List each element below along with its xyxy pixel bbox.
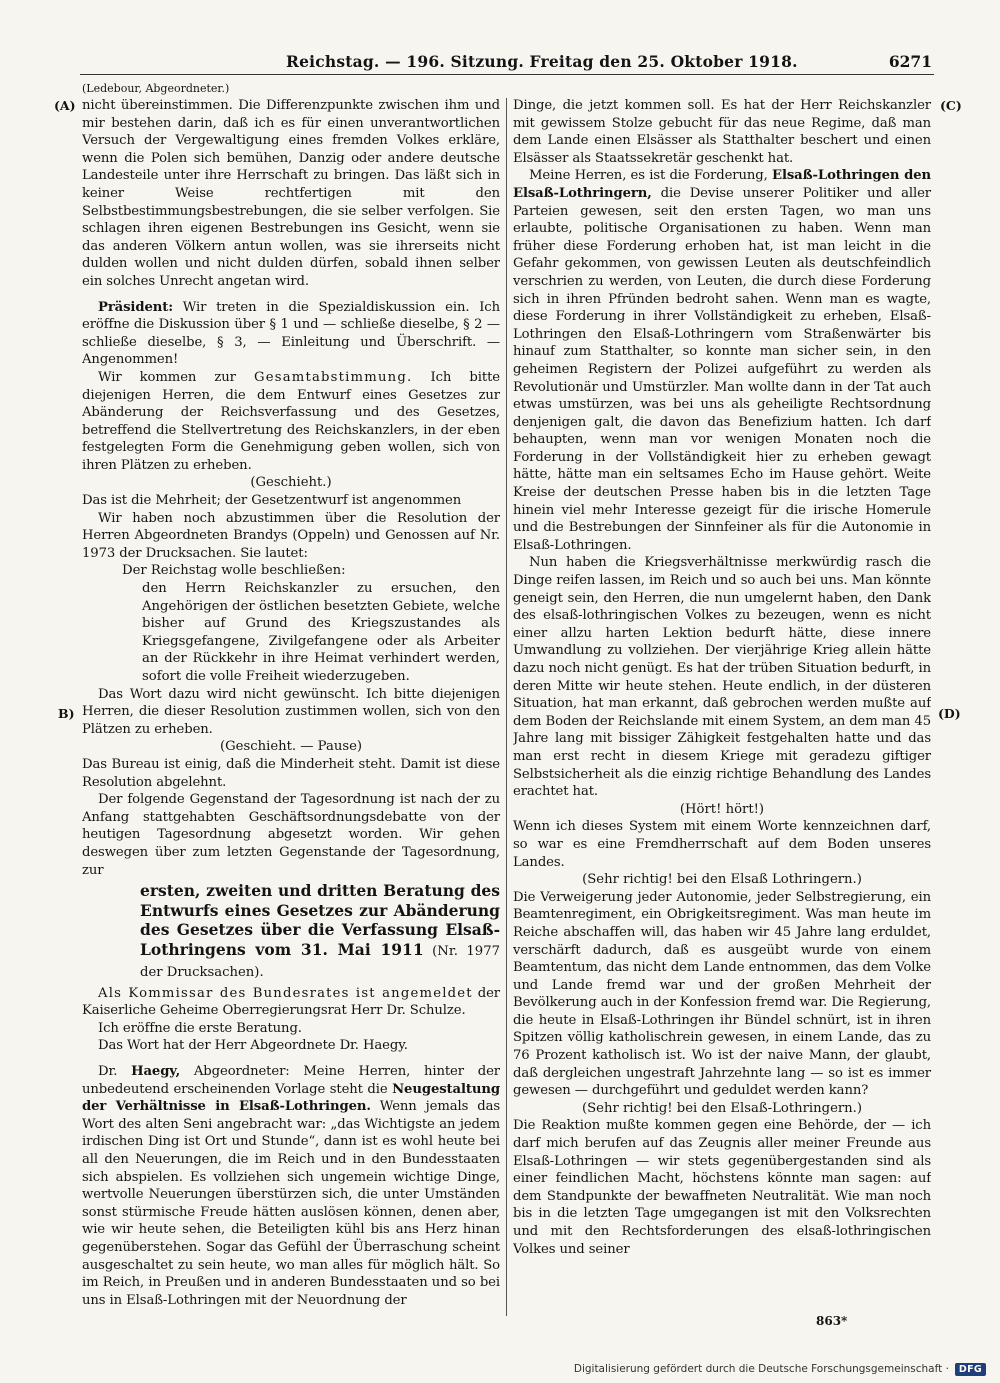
page-header <box>86 52 932 76</box>
interjection: (Sehr richtig! bei den Elsaß-Lothringern.) <box>581 1100 863 1116</box>
paragraph: Wenn ich dieses System mit einem Worte kennzeichnen darf, so war es eine Fremdherrschaft auf dem Boden unseres Landes. <box>513 819 931 870</box>
paragraph: Das Bureau ist einig, daß die Minderheit steht. Damit ist diese Resolution abgelehnt. <box>82 756 500 790</box>
paragraph: Als Kommissar des Bundesrates ist angemeldet der Kaiserliche Geheime Oberregierungsrat Herr Dr. Schulze. <box>82 985 500 1019</box>
quote-lead: Der Reichstag wolle beschließen: <box>122 563 346 579</box>
signature-mark: 863* <box>816 1314 848 1328</box>
paragraph: Die Verweigerung jeder Autonomie, jeder Selbstregierung, ein Beamtenregiment, ein Obrigkeitsregiment. Was man heute im Reiche abschaffen will, das haben wir 45 Jahre lang erduldet, verschärft dadurch, daß es ausgeübt wurde von einem Beamtentum, das nicht dem Lande entnommen, das dem Volke und Lande fremd war und der großen Mehrheit der Bevölkerung auch in der Konfession fremd war. Die Regierung, die heute in Elsaß-Lothringen ihr Bündel schnürt, ist in ihren Spitzen völlig katholischrein gewesen, in einem Lande, das zu 76 Prozent katholisch ist. Wo ist der naive Mann, der glaubt, daß dergleichen ungestraft Jahrzehnte lang — so ist es immer gewesen — durchgeführt und geduldet werden kann? <box>513 889 931 1099</box>
dfg-logo: DFG <box>955 1363 986 1376</box>
credit-text: Digitalisierung gefördert durch die Deutsche Forschungsgemeinschaft · <box>573 1363 949 1375</box>
paragraph: Das ist die Mehrheit; der Gesetzentwurf ist angenommen <box>82 493 462 509</box>
header-rule <box>80 74 934 75</box>
left-column <box>82 80 500 1320</box>
column-divider <box>506 98 507 1316</box>
right-column <box>513 80 931 1320</box>
paragraph: Das Wort dazu wird nicht gewünscht. Ich bitte diejenigen Herren, die dieser Resolution zustimmen wollen, sich von den Plätzen zu erheben. <box>82 686 500 737</box>
interjection: (Sehr richtig! bei den Elsaß Lothringern.) <box>582 872 862 888</box>
agenda-title: ersten, zweiten und dritten Beratung des Entwurfs eines Gesetzes zur Abänderung des Gesetzes über die Verfassung Elsaß-Lothringens vom 31. Mai 1911 (Nr. 1977 der Drucksachen). <box>140 881 500 981</box>
speaker-name: Präsident: <box>98 299 174 315</box>
speaker-name: Haegy, <box>131 1064 181 1079</box>
paragraph: Meine Herren, es ist die Forderung, Elsaß-Lothringen den Elsaß-Lothringern, die Devise unserer Politiker und aller Parteien gewesen, seit den ersten Tagen, wo man uns erlaubte, politische Organisationen zu haben. Wenn man früher diese Forderung erhoben hat, ist man leicht in die Gefahr gekommen, von gewissen Leuten als deutschfeindlich verschrien zu werden, von Leuten, die durch diese Forderung sich in ihren Pfründen bedroht sahen. Wenn man es wagte, diese Forderung in ihrer Vollständigkeit zu erheben, Elsaß-Lothringen den Elsaß-Lothringern vom Straßenwärter bis hinauf zum Statthalter, so konnte man sicher sein, in den geheimen Registern der Polizei aufgeführt zu werden als Revolutionär und Umstürzler. Man wollte dann in der Tat auch etwas umstürzen, was bei uns als geheiligte Rechtsordnung denjenigen galt, die davon das Benefizium hatten. Ich darf behaupten, wenn man vor wenigen Monaten noch die Forderung in der Vollständigkeit hier zu erheben gewagt hätte, hätte man ein seltsames Echo im Hause gehört. Weite Kreise der deutschen Presse haben bis in die letzten Tage hinein viel mehr Interesse gezeigt für die irische Homerule und die Bestrebungen der Sinnfeiner als für die Autonomie in Elsaß-Lothringen. <box>513 168 931 553</box>
interjection: (Geschieht.) <box>250 475 332 491</box>
paragraph: Der folgende Gegenstand der Tagesordnung ist nach der zu Anfang stattgehabten Geschäftsordnungsdebatte von der heutigen Tagesordnung abgesetzt worden. Wir gehen deswegen über zum letzten Gegenstande der Tagesordnung, zur <box>82 792 500 878</box>
margin-mark-c: (C) <box>940 98 962 113</box>
interjection: (Geschieht. — Pause) <box>219 739 363 755</box>
footer-credit <box>574 1361 986 1377</box>
margin-mark-a: (A) <box>54 98 76 113</box>
paragraph: Wir haben noch abzustimmen über die Resolution der Herren Abgeordneten Brandys (Oppeln) und Genossen auf Nr. 1973 der Drucksachen. Sie lautet: <box>82 510 500 561</box>
page-number: 6271 <box>888 52 932 71</box>
paragraph: Nun haben die Kriegsverhältnisse merkwürdig rasch die Dinge reifen lassen, im Reich und so auch bei uns. Man könnte geneigt sein, den Herren, die nun umgelernt haben, den Dank des elsaß-lothringischen Volkes zu bezeugen, wenn es nicht einer allzu harten Lektion bedurft hätte, diese innere Umwandlung zu vollziehen. Der vierjährige Krieg allein hätte dazu noch nicht genügt. Es hat der trüben Situation bedurft, in deren Mitte wir heute stehen. Heute endlich, in der düsteren Situation, hat man erkannt, daß gebrochen werden mußte auf dem Boden der Reichslande mit einem System, an dem man 45 Jahre lang mit bissiger Zähigkeit festgehalten hatte und das man erst recht in diesem Kriege mit geradezu giftiger Selbstsicherheit als die einzig richtige Behandlung des Landes erachtet hat. <box>513 555 931 800</box>
paragraph: nicht übereinstimmen. Die Differenzpunkte zwischen ihm und mir bestehen darin, daß ich es für einen unverantwortlichen Versuch der Vergewaltigung eines fremden Volkes erkläre, wenn die Polen sich bemühen, Danzig oder andere deutsche Landesteile unter ihre Herrschaft zu bringen. Das läßt sich in keiner Weise rechtfertigen mit den Selbstbestimmungsbestrebungen, die sie selber verfolgen. Sie schlagen ihren eigenen Bestrebungen ins Gesicht, wenn sie das anderen Völkern antun wollen, was sie ihrerseits nicht dulden wollen und nicht dulden dürfen, sobald ihnen selber ein solches Unrecht angetan wird. <box>82 98 500 289</box>
paragraph: Dr. Haegy, Abgeordneter: Meine Herren, hinter der unbedeutend erscheinenden Vorlage steht die Neugestaltung der Verhältnisse in Elsaß-Lothringen. Wenn jemals das Wort des alten Seni angebracht war: „das Wichtigste an jedem irdischen Ding ist Ort und Stunde“, dann ist es wohl heute bei all den Neuerungen, die im Reich und in den Bundesstaaten sich abspielen. Es vollziehen sich ungemein wichtige Dinge, wertvolle Neuerungen überstürzen sich, die unter Umständen sonst stürmische Freude hätten auslösen können, denen aber, wie wir heute sehen, die Beteiligten kühl bis ans Herz hinan gegenüberstehen. Sogar das Gefühl der Überraschung scheint ausgeschaltet zu sein heute, wo man alles für möglich hält. So im Reich, in Preußen und in anderen Bundesstaaten und so bei uns in Elsaß-Lothringen mit der Neuordnung der <box>82 1064 500 1308</box>
paragraph: Dinge, die jetzt kommen soll. Es hat der Herr Reichskanzler mit gewissem Stolze gebucht für das neue Regime, daß man dem Lande einen Elsässer als Statthalter beschert und einen Elsässer als Staatssekretär geschenkt hat. <box>513 98 931 166</box>
speaker-heading: (Ledebour, Abgeordneter.) <box>82 82 230 95</box>
paragraph: Das Wort hat der Herr Abgeordnete Dr. Haegy. <box>98 1038 408 1054</box>
paragraph: Wir kommen zur Gesamtabstimmung. Ich bitte diejenigen Herren, die dem Entwurf eines Gesetzes zur Abänderung der Reichsverfassung und des Gesetzes, betreffend die Stellvertretung des Reichskanzlers, in der eben festgelegten Form die Genehmigung geben wollen, sich von ihren Plätzen zu erheben. <box>82 369 500 473</box>
resolution-quote: den Herrn Reichskanzler zu ersuchen, den Angehörigen der östlichen besetzten Gebiete, welche bisher auf Grund des Kriegszustandes als Kriegsgefangene, Zivilgefangene oder als Arbeiter an der Rückkehr in ihre Heimat verhindert werden, sofort die volle Freiheit wiederzugeben. <box>142 581 500 684</box>
margin-mark-b: B) <box>58 706 75 721</box>
paragraph: Präsident: Wir treten in die Spezialdiskussion ein. Ich eröffne die Diskussion über § 1 und — schließe dieselbe, § 2 — schließe dieselbe, § 3, — Einleitung und Überschrift. — Angenommen! <box>82 299 500 368</box>
margin-mark-d: (D) <box>938 706 961 721</box>
paragraph: Ich eröffne die erste Beratung. <box>98 1020 302 1036</box>
interjection: (Hört! hört!) <box>679 801 765 817</box>
paragraph: Die Reaktion mußte kommen gegen eine Behörde, der — ich darf mich berufen auf das Zeugnis aller meiner Freunde aus Elsaß-Lothringen — wir stets gegenübergestanden sind als einer feindlichen Macht, höchstens könnte man sagen: auf dem Standpunkte der bewaffneten Neutralität. Wie man noch bis in die letzten Tage umgegangen ist mit den Volksrechten und mit den Rechtsforderungen des elsaß-lothringischen Volkes und seiner <box>513 1118 931 1257</box>
running-title: Reichstag. — 196. Sitzung. Freitag den 25. Oktober 1918. <box>286 52 798 71</box>
